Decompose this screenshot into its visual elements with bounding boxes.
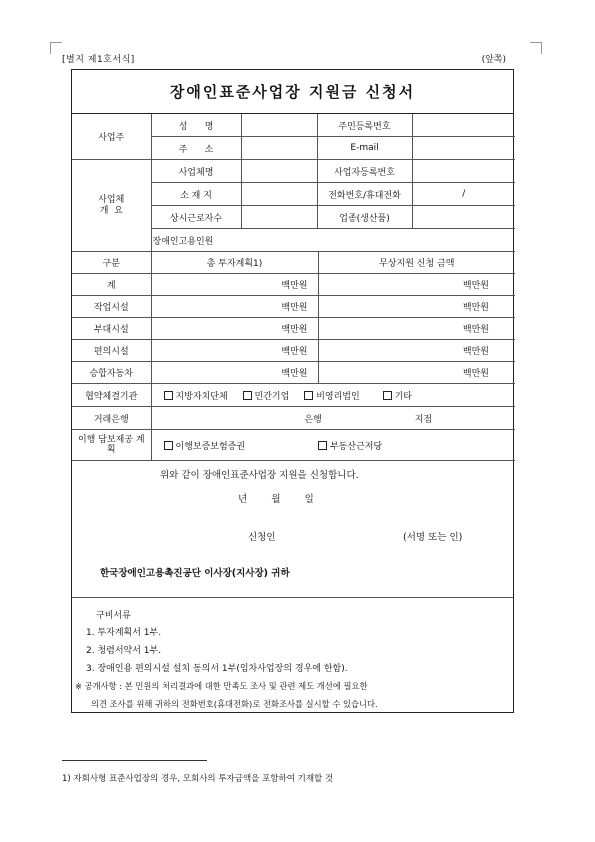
checkbox-icon (243, 391, 252, 400)
grant-amount-field[interactable] (318, 274, 515, 296)
investment-grant-header: 무상지원 신청 금액 (318, 252, 515, 274)
grant-amount-field[interactable] (318, 340, 515, 362)
option-label: 지방자치단체 (175, 391, 228, 402)
business-regno-label: 사업자등록번호 (317, 160, 412, 183)
email-label: E-mail (317, 137, 412, 160)
unit-label: 백만원 (462, 281, 489, 291)
bank-suffix: 은행 (304, 414, 322, 425)
row-label: 편의시설 (72, 340, 151, 362)
unit-label: 백만원 (462, 347, 489, 357)
unit-label: 백만원 (462, 325, 489, 335)
document-item: 2. 청렴서약서 1부. (86, 646, 162, 656)
investment-table (72, 252, 515, 384)
corner-mark-top-left-h (50, 42, 62, 43)
address-field[interactable] (241, 137, 317, 160)
investment-total-header: 총 투자계획1) (151, 252, 318, 274)
corner-mark-top-right-v (541, 42, 542, 54)
checkbox-icon (164, 441, 173, 450)
documents-section (72, 598, 513, 710)
table-row (72, 340, 515, 362)
checkbox-surety-insurance[interactable] (164, 442, 246, 452)
checkbox-mortgage[interactable] (318, 442, 382, 452)
rrn-label: 주민등록번호 (317, 114, 412, 137)
date-line: 년 월 일 (238, 494, 314, 505)
checkbox-other[interactable] (383, 392, 412, 402)
signature-field[interactable]: (서명 또는 인) (403, 532, 463, 543)
investment-type-header: 구분 (72, 252, 151, 274)
form-number-label: [별지 제1호서식] (62, 55, 135, 65)
business-name-label: 사업체명 (151, 160, 241, 183)
table-row (72, 274, 515, 296)
unit-label: 백만원 (281, 369, 308, 379)
total-amount-field[interactable] (151, 362, 318, 384)
unit-label: 백만원 (281, 347, 308, 357)
applicant-label: 신청인 (248, 532, 276, 543)
address-label: 주 소 (151, 137, 241, 160)
notice-text: ※ 공개사항 : 본 민원의 처리결과에 대한 만족도 조사 및 관련 제도 개선에 필요한 (75, 681, 368, 691)
phone-field[interactable]: / (412, 183, 515, 206)
table-row (72, 362, 515, 384)
notice-text: 의견 조사를 위해 귀하의 전화번호(휴대전화)로 전화조사를 실시할 수 있습니다. (91, 699, 378, 709)
industry-field[interactable] (412, 206, 515, 229)
application-form (71, 69, 514, 713)
option-label: 비영리법인 (316, 391, 360, 402)
grant-amount-field[interactable] (318, 296, 515, 318)
business-name-field[interactable] (241, 160, 317, 183)
agreement-options (151, 384, 515, 407)
table-row (72, 296, 515, 318)
declaration-statement: 위와 같이 장애인표준사업장 지원을 신청합니다. (160, 470, 359, 481)
total-amount-field[interactable] (151, 296, 318, 318)
owner-section-label: 사업주 (72, 114, 151, 160)
workers-label: 상시근로자수 (151, 206, 241, 229)
checkbox-icon (304, 391, 313, 400)
industry-label: 업종(생산품) (317, 206, 412, 229)
checkbox-private[interactable] (243, 392, 290, 402)
branch-suffix: 지점 (414, 414, 433, 425)
documents-heading: 구비서류 (96, 611, 131, 621)
agreement-table (72, 384, 515, 461)
info-table (72, 114, 515, 252)
total-amount-field[interactable] (151, 274, 318, 296)
grant-amount-field[interactable] (318, 362, 515, 384)
bank-label: 거래은행 (72, 407, 151, 430)
unit-label: 백만원 (281, 281, 308, 291)
location-label: 소 재 지 (151, 183, 241, 206)
name-label: 성 명 (151, 114, 241, 137)
option-label: 부동산근저당 (329, 441, 383, 452)
recipient-line: 한국장애인고용촉진공단 이사장(지사장) 귀하 (100, 568, 290, 579)
checkbox-icon (318, 441, 327, 450)
checkbox-icon (164, 391, 173, 400)
phone-label: 전화번호/휴대전화 (317, 183, 412, 206)
unit-label: 백만원 (462, 369, 489, 379)
collateral-options (151, 430, 515, 461)
total-amount-field[interactable] (151, 318, 318, 340)
page-side-label: (앞쪽) (481, 55, 506, 65)
business-regno-field[interactable] (412, 160, 515, 183)
option-label: 기타 (394, 391, 412, 402)
email-field[interactable] (412, 137, 515, 160)
checkbox-local-gov[interactable] (164, 392, 228, 402)
form-title: 장애인표준사업장 지원금 신청서 (72, 70, 513, 114)
grant-amount-field[interactable] (318, 318, 515, 340)
rrn-field[interactable] (412, 114, 515, 137)
unit-label: 백만원 (281, 303, 308, 313)
checkbox-icon (383, 391, 392, 400)
unit-label: 백만원 (462, 303, 489, 313)
declaration-section (72, 461, 513, 598)
corner-mark-top-left-v (50, 42, 51, 54)
option-label: 이행보증보험증권 (175, 441, 246, 452)
collateral-label: 이행 담보제공 계획 (72, 430, 151, 461)
location-field[interactable] (241, 183, 317, 206)
option-label: 민간기업 (254, 391, 290, 402)
checkbox-nonprofit[interactable] (304, 392, 359, 402)
business-section-label: 사업체 개 요 (72, 160, 151, 252)
row-label: 작업시설 (72, 296, 151, 318)
document-item: 3. 장애인용 편의시설 설치 동의서 1부(임차사업장의 경우에 한함). (86, 664, 348, 674)
table-row (72, 318, 515, 340)
total-amount-field[interactable] (151, 340, 318, 362)
row-label: 승합자동차 (72, 362, 151, 384)
document-item: 1. 투자계획서 1부. (86, 628, 162, 638)
row-label: 계 (72, 274, 151, 296)
row-label: 부대시설 (72, 318, 151, 340)
workers-field[interactable] (241, 206, 317, 229)
disabled-employment-label: 장애인고용인원 (151, 229, 515, 252)
bank-field[interactable] (151, 407, 515, 430)
agreement-label: 협약체결기관 (72, 384, 151, 407)
footnote: 1) 자회사형 표준사업장의 경우, 모회사의 투자금액을 포함하여 기재할 것 (62, 774, 334, 784)
name-field[interactable] (241, 114, 317, 137)
footnote-divider (62, 760, 207, 761)
unit-label: 백만원 (281, 325, 308, 335)
